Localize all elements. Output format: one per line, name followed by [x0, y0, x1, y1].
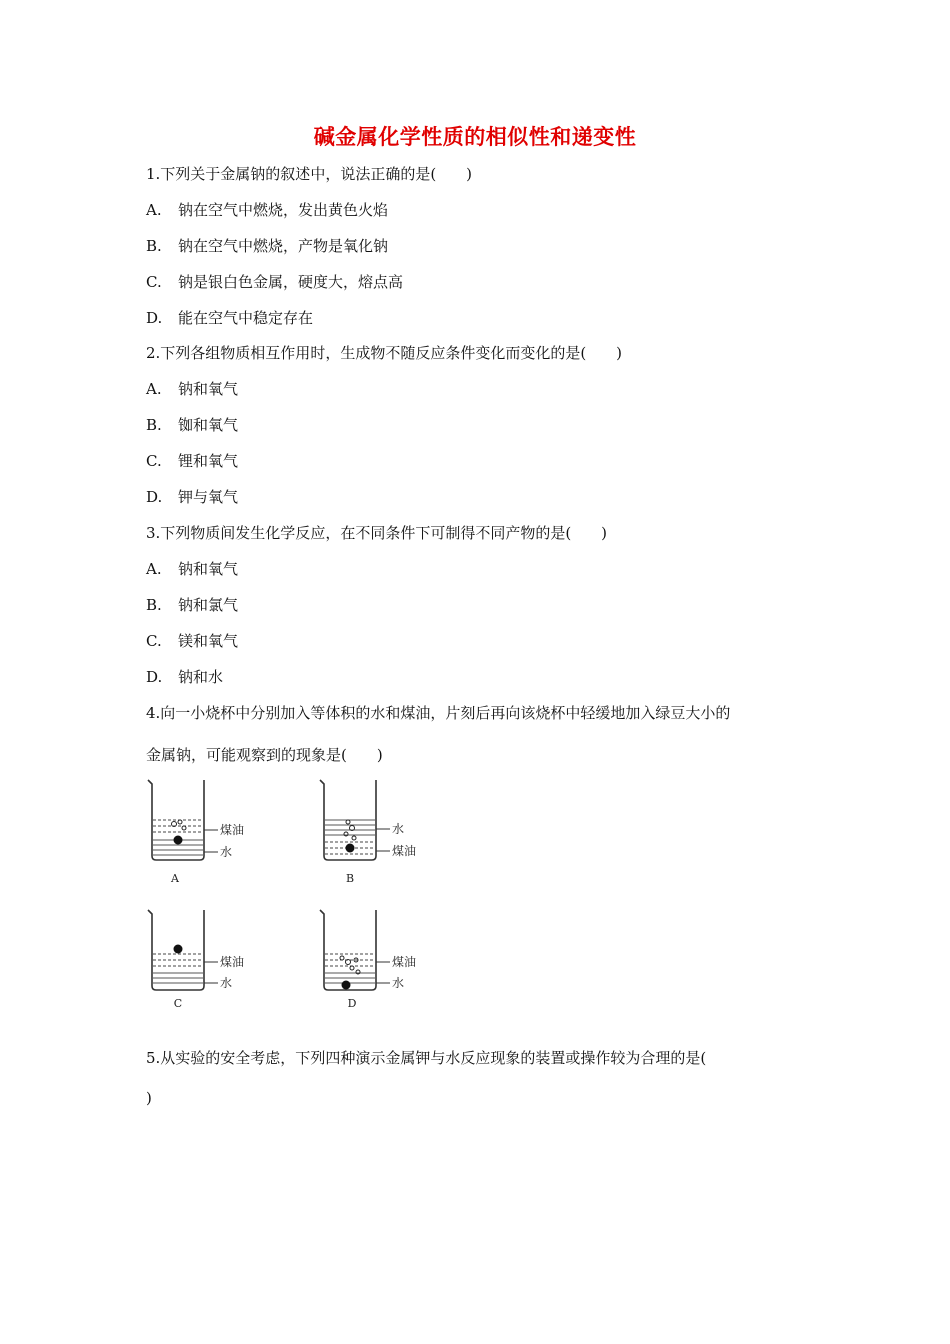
question-1-option-c — [146, 271, 403, 292]
question-2-stem: 2.下列各组物质相互作用时，生成物不随反应条件变化而变化的是( ) — [146, 344, 623, 362]
question-2-option-b — [146, 414, 238, 435]
sodium-ball — [342, 981, 351, 990]
question-3-option-b — [146, 594, 238, 615]
option-letter: B. — [146, 237, 162, 255]
question-3-option-d — [146, 666, 223, 687]
question-1-option-a — [146, 199, 388, 220]
question-1-stem: 1.下列关于金属钠的叙述中，说法正确的是( ) — [146, 165, 473, 183]
beaker-figure-d — [312, 906, 442, 1018]
question-4-stem-line-2: 金属钠，可能观察到的现象是( ) — [146, 746, 383, 764]
option-letter: C. — [146, 452, 162, 470]
lower-liquid-label: 水 — [220, 976, 233, 990]
question-3-stem: 3.下列物质间发生化学反应，在不同条件下可制得不同产物的是( ) — [146, 524, 608, 542]
beaker-figure-c — [140, 906, 270, 1018]
sodium-ball — [174, 836, 183, 845]
option-letter: C. — [146, 632, 162, 650]
beaker-figure-b — [312, 776, 442, 888]
question-4-stem-line-1: 4.向一小烧杯中分别加入等体积的水和煤油，片刻后再向该烧杯中轻缓地加入绿豆大小的 — [146, 704, 731, 722]
option-letter: A. — [146, 560, 162, 578]
question-5-stem-line-2: ) — [146, 1089, 152, 1107]
question-3-option-c — [146, 630, 238, 651]
page-title: 碱金属化学性质的相似性和递变性 — [313, 124, 637, 149]
question-2-option-a — [146, 378, 238, 399]
option-text: 钠和氧气 — [178, 380, 239, 398]
upper-liquid-label: 水 — [392, 822, 405, 836]
option-letter: A. — [146, 201, 162, 219]
upper-liquid-label: 煤油 — [392, 955, 417, 969]
option-text: 钠在空气中燃烧，发出黄色火焰 — [178, 201, 389, 219]
option-text: 铷和氧气 — [178, 416, 239, 434]
sodium-ball — [346, 844, 355, 853]
option-text: 钠是银白色金属，硬度大，熔点高 — [178, 273, 404, 291]
option-text: 钠和水 — [178, 668, 224, 686]
question-1-option-d — [146, 307, 313, 328]
sodium-ball — [174, 945, 183, 954]
question-5-stem-line-1: 5.从实验的安全考虑，下列四种演示金属钾与水反应现象的装置或操作较为合理的是( — [146, 1049, 707, 1067]
option-letter: B. — [146, 596, 162, 614]
lower-liquid-label: 水 — [220, 845, 233, 859]
lower-liquid-label: 煤油 — [392, 844, 417, 858]
lower-liquid-label: 水 — [392, 976, 405, 990]
option-text: 钠和氧气 — [178, 560, 239, 578]
upper-liquid-label: 煤油 — [220, 955, 245, 969]
figure-letter: C — [173, 997, 183, 1010]
figure-letter: A — [171, 872, 179, 885]
upper-liquid-label: 煤油 — [220, 823, 245, 837]
option-text: 钠和氯气 — [178, 596, 239, 614]
figure-letter: B — [345, 872, 355, 885]
option-text: 镁和氧气 — [178, 632, 239, 650]
option-letter: D. — [146, 668, 163, 686]
option-letter: D. — [146, 488, 163, 506]
figure-letter: D — [347, 997, 357, 1010]
question-1-option-b — [146, 235, 388, 256]
beaker-figure-a — [140, 776, 270, 888]
option-text: 钾与氧气 — [178, 488, 239, 506]
option-letter: C. — [146, 273, 162, 291]
option-letter: D. — [146, 309, 163, 327]
option-letter: A. — [146, 380, 162, 398]
option-text: 锂和氧气 — [178, 452, 239, 470]
question-2-option-d — [146, 486, 238, 507]
option-text: 钠在空气中燃烧，产物是氧化钠 — [178, 237, 389, 255]
option-letter: B. — [146, 416, 162, 434]
question-3-option-a — [146, 558, 238, 579]
question-2-option-c — [146, 450, 238, 471]
option-text: 能在空气中稳定存在 — [178, 309, 314, 327]
